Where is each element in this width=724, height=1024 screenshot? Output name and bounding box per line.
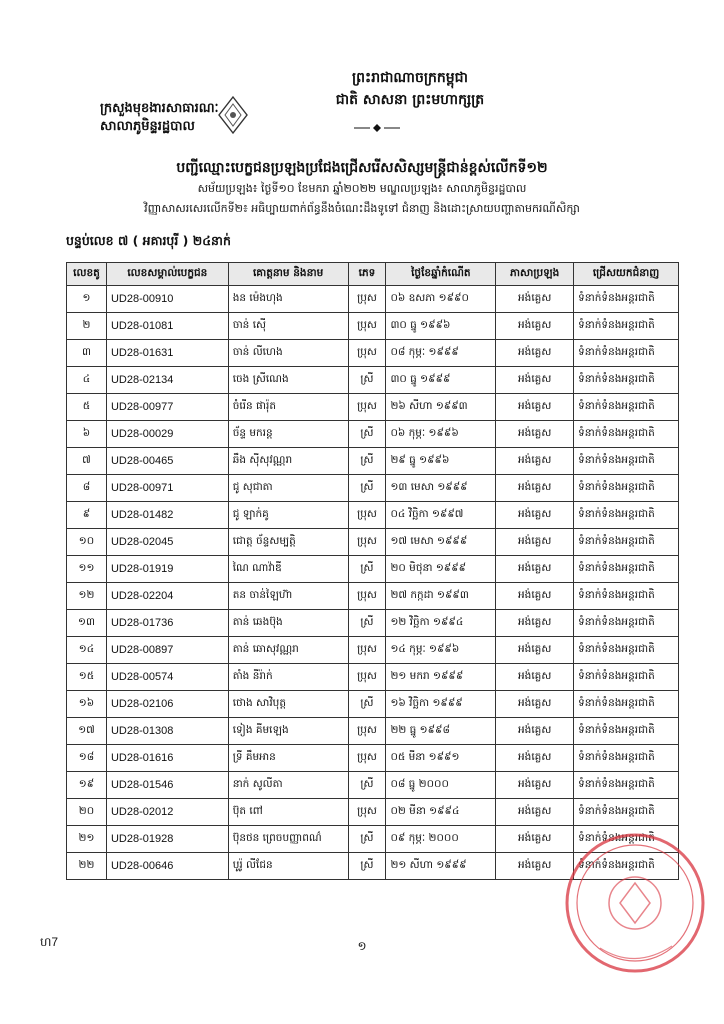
cell-birth-date: ២៧ កក្កដា ១៩៩៣ — [386, 583, 496, 610]
cell-birth-date: ២៩ ធ្នូ ១៩៩៦ — [386, 448, 496, 475]
cell-number: ១៧ — [67, 718, 107, 745]
cell-birth-date: ០៩ កុម្ភៈ ២០០០ — [386, 826, 496, 853]
footer-mark: ហ7 — [40, 935, 59, 949]
ministry-name: ក្រសួងមុខងារសាធារណៈ — [100, 101, 219, 116]
cell-specialization: ទំនាក់ទំនងអន្តរជាតិ — [574, 583, 679, 610]
cell-exam-language: អង់គ្លេស — [496, 637, 574, 664]
cell-full-name: ជូ សុជាតា — [228, 475, 348, 502]
ornament-divider — [352, 123, 402, 133]
cell-gender: ស្រី — [348, 448, 386, 475]
cell-specialization: ទំនាក់ទំនងអន្តរជាតិ — [574, 718, 679, 745]
cell-gender: ប្រុស — [348, 583, 386, 610]
cell-full-name: ប៊ុនថន ព្រេចបញ្ញាពណ៌ — [228, 826, 348, 853]
cell-candidate-id: UD28-00971 — [106, 475, 228, 502]
cell-candidate-id: UD28-02204 — [106, 583, 228, 610]
header-col-full-name: គោត្តនាម និងនាម — [228, 263, 348, 286]
table-body — [67, 286, 679, 880]
cell-exam-language: អង់គ្លេស — [496, 745, 574, 772]
room-label: បន្ទប់លេខ ៧ ( អគារបុរី ) ២៤នាក់ — [66, 233, 231, 248]
cell-birth-date: ២១ សីហា ១៩៩៩ — [386, 853, 496, 880]
table-row — [67, 610, 679, 637]
cell-number: ៤ — [67, 367, 107, 394]
cell-exam-language: អង់គ្លេស — [496, 799, 574, 826]
cell-specialization: ទំនាក់ទំនងអន្តរជាតិ — [574, 826, 679, 853]
cell-gender: ប្រុស — [348, 286, 386, 313]
cell-full-name: ថោង សាវិបុត្ត — [228, 691, 348, 718]
cell-number: ៥ — [67, 394, 107, 421]
cell-birth-date: ៣០ ធ្នូ ១៩៩៦ — [386, 313, 496, 340]
cell-candidate-id: UD28-01081 — [106, 313, 228, 340]
table-row — [67, 799, 679, 826]
cell-birth-date: ១៤ កុម្ភៈ ១៩៩៦ — [386, 637, 496, 664]
cell-full-name: ជោត្ត ច័ន្ទសម្បត្តិ — [228, 529, 348, 556]
cell-exam-language: អង់គ្លេស — [496, 853, 574, 880]
cell-specialization: ទំនាក់ទំនងអន្តរជាតិ — [574, 556, 679, 583]
ministry-header — [100, 100, 219, 136]
cell-birth-date: ០៤ វិច្ឆិកា ១៩៩៧ — [386, 502, 496, 529]
cell-number: ១៣ — [67, 610, 107, 637]
cell-birth-date: ២២ ធ្នូ ១៩៩៨ — [386, 718, 496, 745]
cell-exam-language: អង់គ្លេស — [496, 394, 574, 421]
cell-exam-language: អង់គ្លេស — [496, 772, 574, 799]
cell-full-name: តាំង នីរ៉ាក់ — [228, 664, 348, 691]
header-col-specialization: ជ្រើសយកជំនាញ — [574, 263, 679, 286]
cell-exam-language: អង់គ្លេស — [496, 502, 574, 529]
cell-number: ១៨ — [67, 745, 107, 772]
cell-number: ១០ — [67, 529, 107, 556]
cell-specialization: ទំនាក់ទំនងអន្តរជាតិ — [574, 286, 679, 313]
cell-birth-date: ១៧ មេសា ១៩៩៩ — [386, 529, 496, 556]
cell-full-name: ទ្រី គឹមអាន — [228, 745, 348, 772]
cell-candidate-id: UD28-00897 — [106, 637, 228, 664]
cell-number: ៣ — [67, 340, 107, 367]
cell-candidate-id: UD28-00910 — [106, 286, 228, 313]
cell-number: ១៤ — [67, 637, 107, 664]
cell-specialization: ទំនាក់ទំនងអន្តរជាតិ — [574, 772, 679, 799]
cell-specialization: ទំនាក់ទំនងអន្តរជាតិ — [574, 853, 679, 880]
table-row — [67, 718, 679, 745]
cell-full-name: ចេង ស្រីណេង — [228, 367, 348, 394]
cell-birth-date: ០៨ កុម្ភៈ ១៩៩៩ — [386, 340, 496, 367]
cell-birth-date: ០៦ កុម្ភៈ ១៩៩៦ — [386, 421, 496, 448]
cell-birth-date: ០៦ ឧសភា ១៩៩០ — [386, 286, 496, 313]
cell-birth-date: ០៥ មីនា ១៩៩១ — [386, 745, 496, 772]
header-col-birth-date: ថ្ងៃខែឆ្នាំកំណើត — [386, 263, 496, 286]
cell-full-name: ចំរើន ផារ៉ុត — [228, 394, 348, 421]
cell-birth-date: ១៦ វិច្ឆិកា ១៩៩៩ — [386, 691, 496, 718]
cell-number: ១៩ — [67, 772, 107, 799]
exam-session-line: សម័យប្រឡង៖ ថ្ងៃទី១០ ខែមករា ឆ្នាំ២០២២ មណ្ឌលប្រឡង៖ សាលាភូមិន្ទរដ្ឋបាល — [197, 182, 527, 195]
cell-candidate-id: UD28-01482 — [106, 502, 228, 529]
cell-number: ១១ — [67, 556, 107, 583]
cell-full-name: ទៀង គីមឡេង — [228, 718, 348, 745]
header-col-gender: ភេទ — [348, 263, 386, 286]
kingdom-heading: ព្រះរាជាណាចក្រកម្ពុជា — [351, 70, 468, 86]
cell-number: ៦ — [67, 421, 107, 448]
candidate-table — [66, 262, 679, 880]
cell-gender: ប្រុស — [348, 313, 386, 340]
cell-full-name: ចាន់ ស៊ើ — [228, 313, 348, 340]
cell-candidate-id: UD28-01546 — [106, 772, 228, 799]
cell-full-name: តន ចាន់ឡៃហ៊ា — [228, 583, 348, 610]
cell-number: ៨ — [67, 475, 107, 502]
cell-gender: ប្រុស — [348, 718, 386, 745]
cell-birth-date: ១៣ មេសា ១៩៩៩ — [386, 475, 496, 502]
cell-gender: ស្រី — [348, 556, 386, 583]
header-col-candidate-id: លេខសម្គាល់បេក្ខជន — [106, 263, 228, 286]
cell-exam-language: អង់គ្លេស — [496, 421, 574, 448]
cell-exam-language: អង់គ្លេស — [496, 313, 574, 340]
cell-gender: ស្រី — [348, 421, 386, 448]
cell-candidate-id: UD28-00977 — [106, 394, 228, 421]
table-row — [67, 745, 679, 772]
table-row — [67, 664, 679, 691]
cell-gender: ស្រី — [348, 691, 386, 718]
cell-gender: ប្រុស — [348, 340, 386, 367]
cell-full-name: នាក់ សូលីតា — [228, 772, 348, 799]
document-title: បញ្ជីឈ្មោះបេក្ខជនប្រឡងប្រជែងជ្រើសរើសសិស្សមន្ត្រីជាន់ខ្ពស់លើកទី១២ — [176, 160, 548, 176]
table-row — [67, 340, 679, 367]
cell-exam-language: អង់គ្លេស — [496, 529, 574, 556]
cell-full-name: បូរ៉ូ លីជែន — [228, 853, 348, 880]
cell-gender: ប្រុស — [348, 799, 386, 826]
cell-full-name: ឆឹង ស៊ីសុវណ្ណរា — [228, 448, 348, 475]
cell-candidate-id: UD28-01631 — [106, 340, 228, 367]
cell-exam-language: អង់គ្លេស — [496, 475, 574, 502]
table-row — [67, 394, 679, 421]
cell-full-name: ច័ន្ទ មករន្ត — [228, 421, 348, 448]
cell-birth-date: ២៦ សីហា ១៩៩៣ — [386, 394, 496, 421]
cell-exam-language: អង់គ្លេស — [496, 718, 574, 745]
cell-gender: ប្រុស — [348, 394, 386, 421]
header-col-exam-language: ភាសាប្រឡង — [496, 263, 574, 286]
cell-candidate-id: UD28-00646 — [106, 853, 228, 880]
national-motto: ជាតិ សាសនា ព្រះមហាក្សត្រ — [335, 92, 485, 108]
table-row — [67, 367, 679, 394]
cell-specialization: ទំនាក់ទំនងអន្តរជាតិ — [574, 637, 679, 664]
table-row — [67, 421, 679, 448]
cell-candidate-id: UD28-01308 — [106, 718, 228, 745]
cell-candidate-id: UD28-01616 — [106, 745, 228, 772]
cell-candidate-id: UD28-02134 — [106, 367, 228, 394]
cell-number: ១៦ — [67, 691, 107, 718]
cell-gender: ប្រុស — [348, 637, 386, 664]
cell-gender: ប្រុស — [348, 745, 386, 772]
cell-birth-date: ៣០ ធ្នូ ១៩៩៩ — [386, 367, 496, 394]
cell-specialization: ទំនាក់ទំនងអន្តរជាតិ — [574, 313, 679, 340]
cell-exam-language: អង់គ្លេស — [496, 664, 574, 691]
cell-candidate-id: UD28-02045 — [106, 529, 228, 556]
cell-gender: ស្រី — [348, 826, 386, 853]
cell-exam-language: អង់គ្លេស — [496, 583, 574, 610]
cell-specialization: ទំនាក់ទំនងអន្តរជាតិ — [574, 691, 679, 718]
cell-gender: ប្រុស — [348, 529, 386, 556]
ministry-emblem-icon — [217, 95, 249, 135]
cell-exam-language: អង់គ្លេស — [496, 340, 574, 367]
exam-subject-line: វិញ្ញាសាសរសេរលើកទី២៖ អធិប្បាយពាក់ព័ន្ធនឹងចំណេះដឹងទូទៅ ជំនាញ និងដោះស្រាយបញ្ហាតាមករណីសិក្សា — [144, 202, 580, 215]
cell-candidate-id: UD28-02012 — [106, 799, 228, 826]
cell-candidate-id: UD28-02106 — [106, 691, 228, 718]
table-row — [67, 313, 679, 340]
cell-full-name: តាន់ ឆេងប៊ុង — [228, 610, 348, 637]
official-seal — [560, 828, 710, 978]
cell-exam-language: អង់គ្លេស — [496, 448, 574, 475]
cell-specialization: ទំនាក់ទំនងអន្តរជាតិ — [574, 529, 679, 556]
cell-exam-language: អង់គ្លេស — [496, 556, 574, 583]
cell-full-name: ចាន់ លីហេង — [228, 340, 348, 367]
cell-number: ២ — [67, 313, 107, 340]
cell-gender: ស្រី — [348, 610, 386, 637]
cell-candidate-id: UD28-01919 — [106, 556, 228, 583]
cell-birth-date: ០៨ ធ្នូ ២០០០ — [386, 772, 496, 799]
cell-specialization: ទំនាក់ទំនងអន្តរជាតិ — [574, 421, 679, 448]
cell-specialization: ទំនាក់ទំនងអន្តរជាតិ — [574, 340, 679, 367]
table-row — [67, 475, 679, 502]
cell-number: ២០ — [67, 799, 107, 826]
cell-birth-date: ២០ មិថុនា ១៩៩៩ — [386, 556, 496, 583]
cell-candidate-id: UD28-01736 — [106, 610, 228, 637]
cell-full-name: ជូ ឡាក់គូ — [228, 502, 348, 529]
table-row — [67, 637, 679, 664]
cell-exam-language: អង់គ្លេស — [496, 691, 574, 718]
cell-specialization: ទំនាក់ទំនងអន្តរជាតិ — [574, 502, 679, 529]
cell-specialization: ទំនាក់ទំនងអន្តរជាតិ — [574, 664, 679, 691]
cell-specialization: ទំនាក់ទំនងអន្តរជាតិ — [574, 448, 679, 475]
cell-number: ៩ — [67, 502, 107, 529]
cell-specialization: ទំនាក់ទំនងអន្តរជាតិ — [574, 475, 679, 502]
cell-birth-date: ០២ មីនា ១៩៩៤ — [386, 799, 496, 826]
cell-number: ១៥ — [67, 664, 107, 691]
table-row — [67, 691, 679, 718]
table-row — [67, 583, 679, 610]
cell-specialization: ទំនាក់ទំនងអន្តរជាតិ — [574, 394, 679, 421]
cell-full-name: ប៊ុត ពៅ — [228, 799, 348, 826]
cell-candidate-id: UD28-01928 — [106, 826, 228, 853]
cell-exam-language: អង់គ្លេស — [496, 286, 574, 313]
cell-candidate-id: UD28-00574 — [106, 664, 228, 691]
cell-gender: ស្រី — [348, 772, 386, 799]
cell-gender: ស្រី — [348, 475, 386, 502]
cell-gender: ប្រុស — [348, 664, 386, 691]
cell-specialization: ទំនាក់ទំនងអន្តរជាតិ — [574, 367, 679, 394]
cell-specialization: ទំនាក់ទំនងអន្តរជាតិ — [574, 610, 679, 637]
cell-candidate-id: UD28-00465 — [106, 448, 228, 475]
cell-birth-date: ២១ មករា ១៩៩៩ — [386, 664, 496, 691]
cell-full-name: ងន ម៉េងហុង — [228, 286, 348, 313]
table-row — [67, 772, 679, 799]
cell-gender: ស្រី — [348, 367, 386, 394]
table-row — [67, 556, 679, 583]
cell-candidate-id: UD28-00029 — [106, 421, 228, 448]
cell-exam-language: អង់គ្លេស — [496, 826, 574, 853]
cell-number: ២១ — [67, 826, 107, 853]
table-row — [67, 448, 679, 475]
table-row — [67, 286, 679, 313]
cell-gender: ស្រី — [348, 853, 386, 880]
table-header-row — [67, 263, 679, 286]
cell-specialization: ទំនាក់ទំនងអន្តរជាតិ — [574, 799, 679, 826]
cell-exam-language: អង់គ្លេស — [496, 610, 574, 637]
cell-number: ២២ — [67, 853, 107, 880]
cell-number: ១២ — [67, 583, 107, 610]
header-col-number: លេខតូ — [67, 263, 107, 286]
cell-full-name: តាន់ ឆោសុវណ្ណរា — [228, 637, 348, 664]
table-row — [67, 502, 679, 529]
table-row — [67, 529, 679, 556]
school-name: សាលាភូមិន្ទរដ្ឋបាល — [100, 119, 195, 134]
cell-specialization: ទំនាក់ទំនងអន្តរជាតិ — [574, 745, 679, 772]
cell-number: ១ — [67, 286, 107, 313]
cell-number: ៧ — [67, 448, 107, 475]
page-number: ១ — [357, 939, 367, 953]
cell-exam-language: អង់គ្លេស — [496, 367, 574, 394]
cell-gender: ប្រុស — [348, 502, 386, 529]
cell-full-name: ណៃ ណាវ៉ាឌី — [228, 556, 348, 583]
cell-birth-date: ១២ វិច្ឆិកា ១៩៩៤ — [386, 610, 496, 637]
